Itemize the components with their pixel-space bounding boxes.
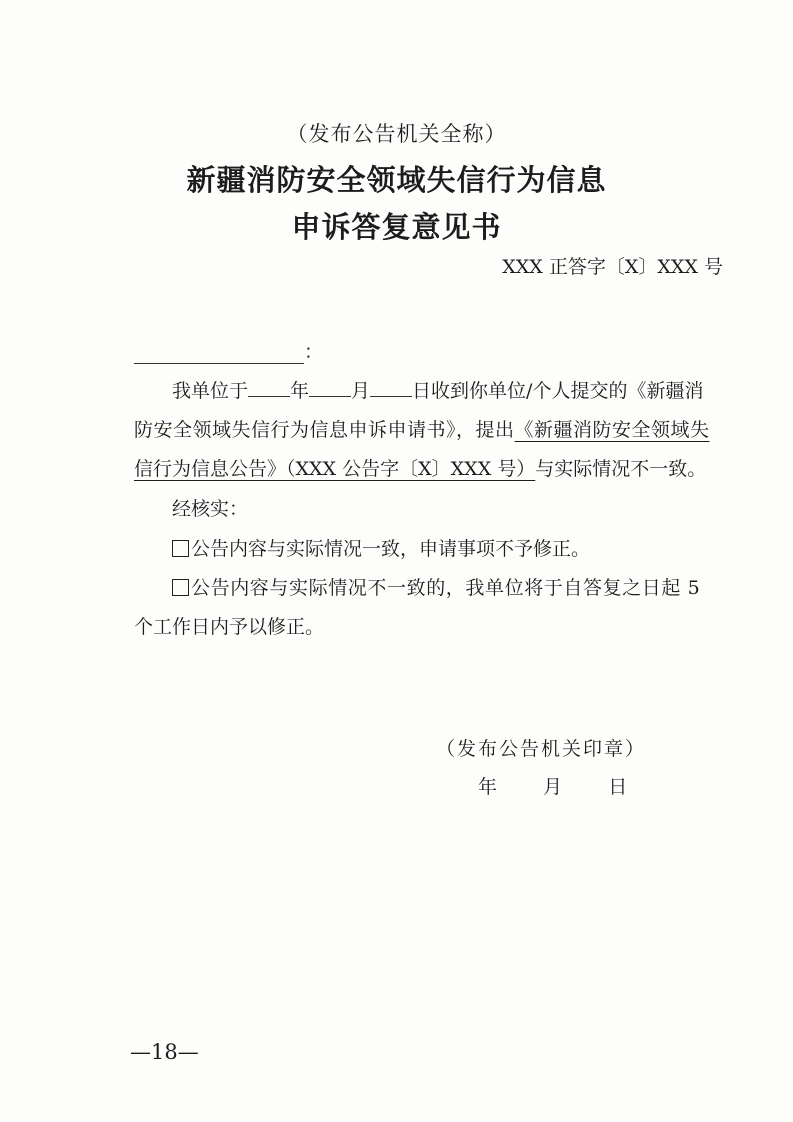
page-number: —18— bbox=[130, 1040, 199, 1064]
date-year: 年 bbox=[478, 776, 498, 798]
year-blank bbox=[248, 380, 290, 397]
title-line-2: 申诉答复意见书 bbox=[291, 210, 502, 244]
seal-placeholder: （发布公告机关印章） bbox=[436, 738, 647, 760]
date-month: 月 bbox=[543, 776, 563, 798]
checkbox-icon[interactable] bbox=[172, 579, 189, 596]
option-2: 公告内容与实际情况不一致的，我单位将于自答复之日起 5 bbox=[172, 573, 700, 600]
checkbox-icon[interactable] bbox=[172, 540, 189, 557]
document-number: XXX 正答字〔X〕XXX 号 bbox=[502, 256, 723, 278]
month-blank bbox=[309, 380, 351, 397]
option-2-continued: 个工作日内予以修正。 bbox=[134, 616, 325, 638]
body-line-1: 我单位于 年 月 日收到你单位/个人提交的《新疆消 bbox=[172, 380, 704, 402]
body-line-3: 信行为信息公告》（XXX 公告字〔X〕XXX 号）与实际情况不一致。 bbox=[134, 458, 707, 480]
title-line-1: 新疆消防安全领域失信行为信息 bbox=[186, 163, 607, 197]
date-day: 日 bbox=[608, 776, 628, 798]
option-1: 公告内容与实际情况一致，申请事项不予修正。 bbox=[172, 534, 590, 561]
verify-label: 经核实： bbox=[172, 498, 249, 520]
recipient-colon: ： bbox=[304, 341, 324, 363]
day-blank bbox=[370, 380, 412, 397]
recipient-line bbox=[134, 337, 323, 364]
body-line-2: 防安全领域失信行为信息申诉申请书》，提出《新疆消防安全领域失 bbox=[134, 419, 710, 441]
date-line bbox=[478, 772, 627, 799]
recipient-blank bbox=[134, 345, 304, 364]
issuer-placeholder: （发布公告机关全称） bbox=[286, 122, 507, 146]
